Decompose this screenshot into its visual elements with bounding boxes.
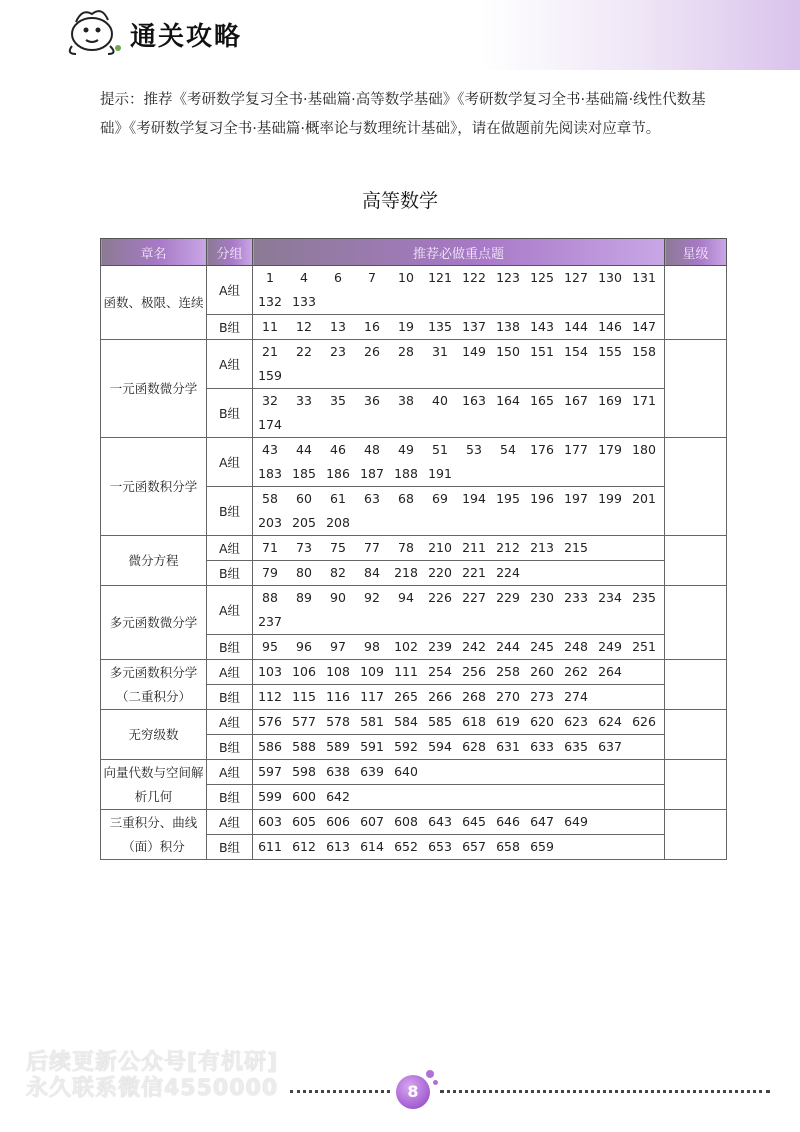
problem-number: 69 [432,491,448,506]
problem-number: 577 [292,714,316,729]
page-number: 8 [396,1075,430,1109]
star-rating-cell [665,266,727,340]
problem-number: 77 [364,540,380,555]
header-group: 分组 [207,239,253,266]
problem-number: 46 [330,442,346,457]
problem-number: 1 [266,270,274,285]
problem-number: 612 [292,839,316,854]
problem-number: 581 [360,714,384,729]
problem-number: 221 [462,565,486,580]
problem-number: 635 [564,739,588,754]
group-label: B组 [207,561,253,586]
problem-numbers [253,340,665,389]
problem-number: 146 [598,319,622,334]
problem-number: 43 [262,442,278,457]
problem-number: 54 [500,442,516,457]
dotted-rule-left [290,1090,390,1093]
problem-number: 618 [462,714,486,729]
problem-numbers [253,660,665,685]
chapter-name: 微分方程 [101,536,207,586]
group-label: B组 [207,487,253,536]
chapter-name: 三重积分、曲线（面）积分 [101,810,207,860]
star-rating-cell [665,438,727,536]
group-label: B组 [207,735,253,760]
problem-number: 109 [360,664,384,679]
problem-number: 102 [394,639,418,654]
problem-number: 97 [330,639,346,654]
problem-number: 578 [326,714,350,729]
problem-numbers [253,685,665,710]
star-rating-cell [665,660,727,710]
problem-number: 185 [292,466,316,481]
problem-number: 125 [530,270,554,285]
problem-number: 258 [496,664,520,679]
chapter-name: 一元函数积分学 [101,438,207,536]
chapter-name: 函数、极限、连续 [101,266,207,340]
problem-number: 647 [530,814,554,829]
problem-number: 624 [598,714,622,729]
problem-number: 226 [428,590,452,605]
problem-number: 626 [632,714,656,729]
problem-number: 270 [496,689,520,704]
problem-number: 159 [258,368,282,383]
group-label: B组 [207,785,253,810]
problem-number: 84 [364,565,380,580]
problem-number: 611 [258,839,282,854]
problem-number: 183 [258,466,282,481]
problem-number: 248 [564,639,588,654]
problem-number: 150 [496,344,520,359]
chapter-name: 多元函数积分学（二重积分） [101,660,207,710]
problem-number: 591 [360,739,384,754]
problem-number: 73 [296,540,312,555]
problem-numbers [253,315,665,340]
problem-number: 51 [432,442,448,457]
problem-number: 598 [292,764,316,779]
problem-number: 53 [466,442,482,457]
problem-number: 201 [632,491,656,506]
problem-number: 22 [296,344,312,359]
problem-number: 36 [364,393,380,408]
problem-number: 229 [496,590,520,605]
problem-number: 264 [598,664,622,679]
problem-number: 244 [496,639,520,654]
problem-number: 584 [394,714,418,729]
problem-number: 642 [326,789,350,804]
problem-numbers [253,835,665,860]
problem-number: 585 [428,714,452,729]
problem-number: 138 [496,319,520,334]
problem-number: 26 [364,344,380,359]
problem-number: 38 [398,393,414,408]
problem-number: 117 [360,689,384,704]
star-rating-cell [665,760,727,810]
problem-number: 235 [632,590,656,605]
problem-number: 576 [258,714,282,729]
table-row [101,810,727,835]
problem-number: 143 [530,319,554,334]
group-label: A组 [207,340,253,389]
problem-number: 608 [394,814,418,829]
problem-numbers [253,810,665,835]
problem-number: 260 [530,664,554,679]
chapter-name: 向量代数与空间解析几何 [101,760,207,810]
problem-number: 71 [262,540,278,555]
problem-number: 130 [598,270,622,285]
problem-number: 7 [368,270,376,285]
chapter-name: 多元函数微分学 [101,586,207,660]
problem-number: 121 [428,270,452,285]
problem-number: 176 [530,442,554,457]
star-rating-cell [665,340,727,438]
problem-number: 16 [364,319,380,334]
problem-number: 589 [326,739,350,754]
problem-number: 205 [292,515,316,530]
problem-number: 169 [598,393,622,408]
problem-numbers [253,487,665,536]
problem-number: 19 [398,319,414,334]
problem-number: 116 [326,689,350,704]
problem-number: 90 [330,590,346,605]
group-label: B组 [207,685,253,710]
problem-number: 194 [462,491,486,506]
problem-number: 597 [258,764,282,779]
group-label: A组 [207,586,253,635]
watermark [26,1050,278,1102]
problem-number: 197 [564,491,588,506]
problem-numbers [253,785,665,810]
problem-number: 75 [330,540,346,555]
header-problems: 推荐必做重点题 [253,239,665,266]
problem-number: 112 [258,689,282,704]
table-row [101,760,727,785]
problem-number: 179 [598,442,622,457]
problem-number: 151 [530,344,554,359]
problem-number: 177 [564,442,588,457]
problem-number: 127 [564,270,588,285]
problem-number: 211 [462,540,486,555]
problem-numbers [253,635,665,660]
group-label: A组 [207,710,253,735]
problem-number: 137 [462,319,486,334]
problem-number: 652 [394,839,418,854]
problem-number: 82 [330,565,346,580]
problem-number: 60 [296,491,312,506]
table-row [101,266,727,315]
problem-number: 48 [364,442,380,457]
problem-number: 92 [364,590,380,605]
problem-number: 251 [632,639,656,654]
problem-number: 639 [360,764,384,779]
problem-numbers [253,438,665,487]
problem-number: 122 [462,270,486,285]
bubble-icon [426,1070,434,1078]
problem-number: 78 [398,540,414,555]
problem-number: 35 [330,393,346,408]
problem-number: 199 [598,491,622,506]
problem-number: 131 [632,270,656,285]
problem-number: 600 [292,789,316,804]
problem-number: 158 [632,344,656,359]
group-label: B组 [207,315,253,340]
problem-numbers [253,561,665,586]
problem-number: 23 [330,344,346,359]
problem-number: 268 [462,689,486,704]
problem-number: 213 [530,540,554,555]
problem-number: 195 [496,491,520,506]
problem-number: 98 [364,639,380,654]
problem-number: 115 [292,689,316,704]
problem-number: 659 [530,839,554,854]
problem-number: 631 [496,739,520,754]
problem-number: 174 [258,417,282,432]
star-rating-cell [665,810,727,860]
problem-number: 273 [530,689,554,704]
problem-number: 210 [428,540,452,555]
problem-number: 249 [598,639,622,654]
table-row [101,340,727,389]
group-label: B组 [207,835,253,860]
problem-number: 607 [360,814,384,829]
problem-number: 234 [598,590,622,605]
problem-number: 144 [564,319,588,334]
problem-number: 163 [462,393,486,408]
problem-number: 628 [462,739,486,754]
problem-number: 12 [296,319,312,334]
table-row [101,438,727,487]
brand-title: 通关攻略 [130,22,243,52]
problem-numbers [253,735,665,760]
problem-number: 49 [398,442,414,457]
table-row [101,710,727,735]
watermark-line-2: 永久联系微信4550000 [26,1076,279,1101]
problem-number: 147 [632,319,656,334]
problem-number: 203 [258,515,282,530]
problem-number: 645 [462,814,486,829]
problem-number: 123 [496,270,520,285]
problem-number: 594 [428,739,452,754]
problem-number: 220 [428,565,452,580]
problem-number: 165 [530,393,554,408]
star-rating-cell [665,710,727,760]
problem-number: 274 [564,689,588,704]
problem-number: 227 [462,590,486,605]
problem-number: 149 [462,344,486,359]
problem-number: 108 [326,664,350,679]
section-title: 高等数学 [361,190,438,212]
group-label: A组 [207,760,253,785]
problem-number: 80 [296,565,312,580]
problem-number: 180 [632,442,656,457]
problem-number: 154 [564,344,588,359]
problem-number: 614 [360,839,384,854]
problem-number: 254 [428,664,452,679]
problem-number: 6 [334,270,342,285]
problem-number: 643 [428,814,452,829]
problem-number: 613 [326,839,350,854]
problem-number: 4 [300,270,308,285]
problem-number: 599 [258,789,282,804]
problem-number: 106 [292,664,316,679]
table-body [101,266,727,860]
problem-number: 605 [292,814,316,829]
problem-number: 63 [364,491,380,506]
problem-number: 95 [262,639,278,654]
problem-number: 44 [296,442,312,457]
problem-number: 215 [564,540,588,555]
problem-number: 638 [326,764,350,779]
table-row [101,536,727,561]
problem-number: 21 [262,344,278,359]
star-rating-cell [665,536,727,586]
problem-number: 188 [394,466,418,481]
problem-number: 111 [394,664,418,679]
problem-number: 61 [330,491,346,506]
problem-number: 208 [326,515,350,530]
chapter-name: 无穷级数 [101,710,207,760]
problem-number: 31 [432,344,448,359]
table-row [101,586,727,635]
problem-number: 196 [530,491,554,506]
group-label: A组 [207,660,253,685]
group-label: A组 [207,266,253,315]
problem-number: 186 [326,466,350,481]
problem-number: 237 [258,614,282,629]
problem-number: 245 [530,639,554,654]
problem-numbers [253,710,665,735]
problem-number: 592 [394,739,418,754]
problem-number: 224 [496,565,520,580]
watermark-line-1: 后续更新公众号[有机研] [26,1050,279,1075]
problem-number: 262 [564,664,588,679]
problem-number: 256 [462,664,486,679]
problem-number: 239 [428,639,452,654]
problem-number: 33 [296,393,312,408]
problem-number: 191 [428,466,452,481]
problem-number: 68 [398,491,414,506]
header-stars: 星级 [665,239,727,266]
problem-number: 32 [262,393,278,408]
group-label: A组 [207,810,253,835]
problem-number: 103 [258,664,282,679]
table-row [101,660,727,685]
problem-number: 133 [292,294,316,309]
problem-numbers [253,389,665,438]
problem-numbers [253,586,665,635]
dotted-rule-right [440,1090,770,1093]
problem-number: 89 [296,590,312,605]
problem-number: 265 [394,689,418,704]
problem-number: 10 [398,270,414,285]
problem-number: 657 [462,839,486,854]
group-label: A组 [207,536,253,561]
problem-number: 187 [360,466,384,481]
problem-number: 603 [258,814,282,829]
problem-number: 155 [598,344,622,359]
problem-number: 40 [432,393,448,408]
problem-number: 266 [428,689,452,704]
problem-number: 633 [530,739,554,754]
problem-number: 88 [262,590,278,605]
table-header-row [101,239,727,266]
star-rating-cell [665,586,727,660]
problem-number: 96 [296,639,312,654]
problem-number: 586 [258,739,282,754]
problem-table [100,238,727,860]
problem-number: 218 [394,565,418,580]
group-label: B组 [207,389,253,438]
problem-number: 658 [496,839,520,854]
problem-numbers [253,266,665,315]
group-label: B组 [207,635,253,660]
problem-number: 230 [530,590,554,605]
problem-number: 606 [326,814,350,829]
problem-number: 233 [564,590,588,605]
group-label: A组 [207,438,253,487]
problem-numbers [253,760,665,785]
bubble-icon [433,1080,438,1085]
problem-number: 135 [428,319,452,334]
problem-number: 164 [496,393,520,408]
problem-number: 653 [428,839,452,854]
mascot-icon [58,4,128,60]
problem-number: 637 [598,739,622,754]
problem-number: 623 [564,714,588,729]
problem-number: 11 [262,319,278,334]
hint-text: 提示：推荐《考研数学复习全书·基础篇·高等数学基础》《考研数学复习全书·基础篇·线性代数基础》《考研数学复习全书·基础篇·概率论与数理统计基础》，请在做题前先阅读对应章节。 [100,92,706,137]
problem-number: 171 [632,393,656,408]
problem-numbers [253,536,665,561]
problem-number: 94 [398,590,414,605]
problem-number: 13 [330,319,346,334]
problem-number: 649 [564,814,588,829]
problem-number: 58 [262,491,278,506]
problem-number: 646 [496,814,520,829]
header-chapter: 章名 [101,239,207,266]
problem-number: 212 [496,540,520,555]
problem-number: 28 [398,344,414,359]
problem-number: 132 [258,294,282,309]
problem-number: 242 [462,639,486,654]
problem-number: 588 [292,739,316,754]
problem-number: 619 [496,714,520,729]
problem-number: 620 [530,714,554,729]
problem-number: 167 [564,393,588,408]
problem-number: 640 [394,764,418,779]
problem-number: 79 [262,565,278,580]
chapter-name: 一元函数微分学 [101,340,207,438]
